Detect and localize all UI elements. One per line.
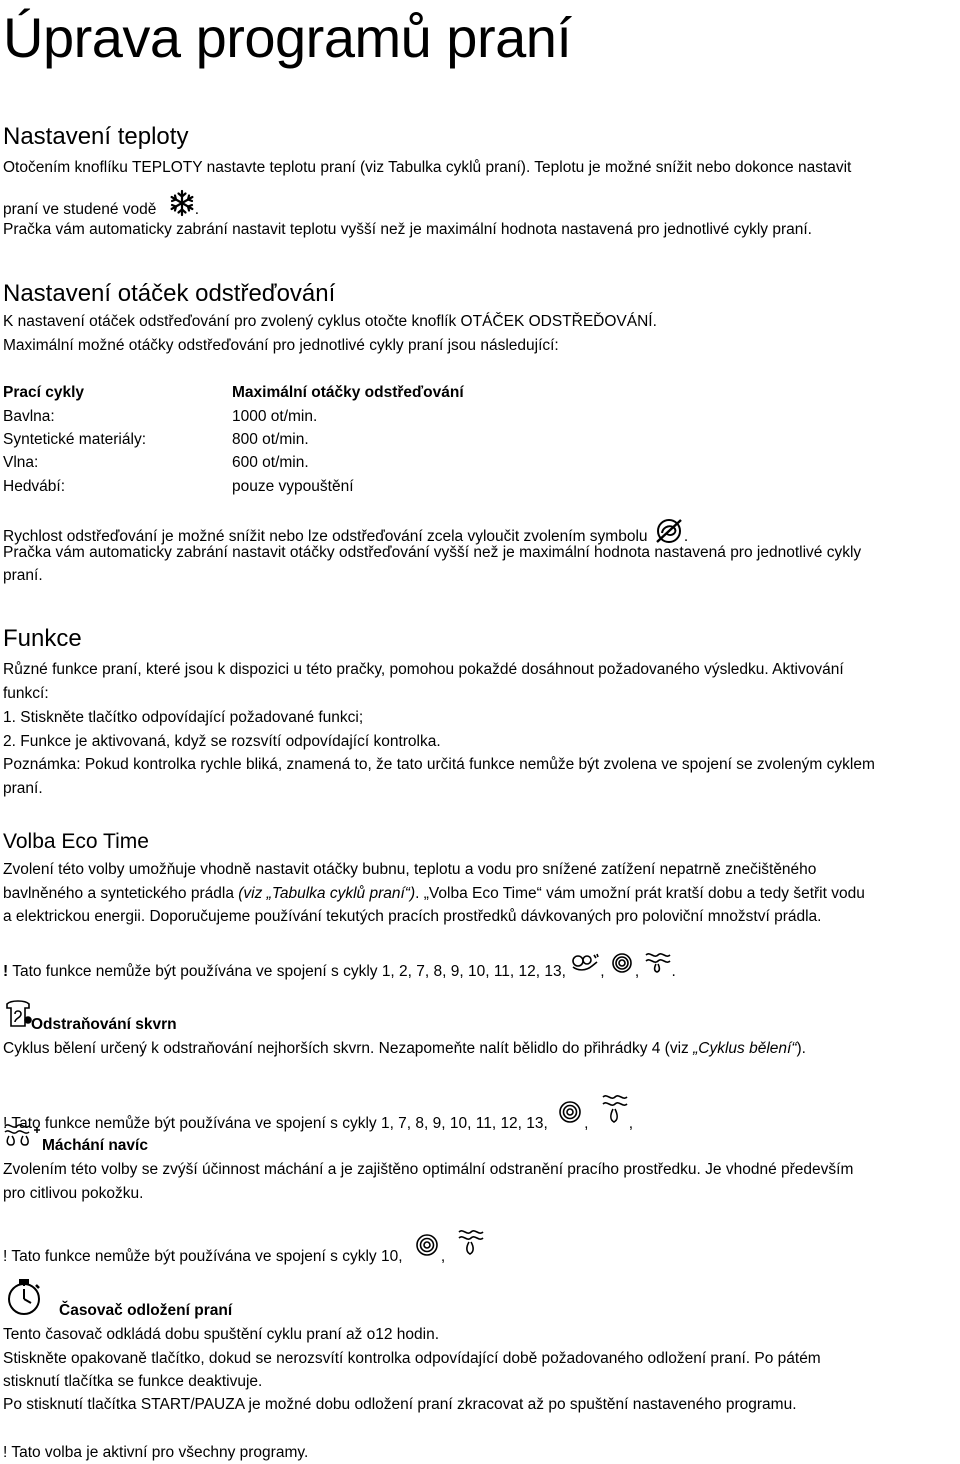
delay-text-2: Stiskněte opakovaně tlačítko, dokud se nerozsvítí kontrolka odpovídající době požadovaného odložení praní. Po pátém [3,1350,821,1367]
delay-timer-icon [6,1278,46,1323]
table-header-cycle: Prací cykly [3,384,85,401]
table-cell-spin: 1000 ot/min. [232,408,318,425]
stain-warning [3,1092,633,1135]
func-text-5: Poznámka: Pokud kontrolka rychle bliká, znamená to, že tato určitá funkce nemůže být zvolena ve spojení se zvoleným cyklem [3,756,875,773]
func-text-1: Různé funkce praní, které jsou k dispozici u této pračky, pomohou pokaždé dosáhnout požadovaného výsledku. Aktivování [3,661,844,678]
stain-end: , [628,1115,634,1132]
temp-heading: Nastavení teploty [3,123,189,150]
eco-text-2 [3,882,865,905]
delay-text-5: ! Tato volba je aktivní pro všechny programy. [3,1444,309,1461]
spin-text-3-label: Rychlost odstřeďování je možné snížit nebo lze odstřeďování zcela vyloučit zvolením symbolu [3,528,648,545]
page-title: Úprava programů praní [3,6,572,69]
stain-warning-text: ! Tato funkce nemůže být používána ve spojení s cykly 1, 7, 8, 9, 10, 11, 12, 13, [3,1115,548,1132]
eco-heading: Volba Eco Time [3,830,149,853]
temp-text-3: Pračka vám automaticky zabrání nastavit teplotu vyšší než je maximální hodnota nastavená pro jednotlivé cykly praní. [3,221,812,238]
func-text-2: funkcí: [3,685,49,702]
func-heading: Funkce [3,625,82,652]
spin-text-4: Pračka vám automaticky zabrání nastavit otáčky odstřeďování vyšší než je maximální hodnota nastavená pro jednotlivé cykly [3,544,862,561]
func-text-3: 1. Stiskněte tlačítko odpovídající požadované funkci; [3,709,364,726]
hand-wash-icon [601,1092,629,1133]
table-cell-cycle: Vlna: [3,454,39,471]
spin-text-2: Maximální možné otáčky odstřeďování pro jednotlivé cykly praní jsou následující: [3,337,559,354]
silk-icon [556,1100,584,1131]
stain-text-1c: ). [796,1040,806,1057]
rinse-text-1: Zvolením této volby se zvýší účinnost máchání a je zajištěno optimální odstranění pracího prostředku. Je vhodné především [3,1161,854,1178]
temp-text-2-end: . [194,201,200,218]
table-header-spin: Maximální otáčky odstřeďování [232,384,464,401]
spin-heading: Nastavení otáček odstřeďování [3,280,336,307]
silk-icon [413,1233,441,1264]
spin-table-header [3,381,464,404]
eco-sep-2: , [634,963,640,980]
table-row [3,475,354,498]
stain-text-1 [3,1037,806,1060]
stain-text-1b: „Cyklus bělení“ [693,1040,797,1057]
table-row [3,451,309,474]
stain-text-1a: Cyklus bělení určený k odstraňování nejhorších skvrn. Nezapomeňte nalít bělidlo do přihrádky 4 (viz [3,1040,694,1057]
warning-mark: ! [3,963,9,980]
temp-text-1: Otočením knoflíku TEPLOTY nastavte teplotu praní (viz Tabulka cyklů praní). Teplotu je možné snížit nebo dokonce nastavit [3,159,852,176]
rinse-warning-text: ! Tato funkce nemůže být používána ve spojení s cykly 10, [3,1248,403,1265]
eco-sep-1: , [600,963,605,980]
eco-warning [3,950,676,983]
eco-text-3: a elektrickou energii. Doporučujeme používání tekutých pracích prostředků dávkovaných pro poloviční množství prádla. [3,908,822,925]
eco-warning-text: Tato funkce nemůže být používána ve spojení s cykly 1, 2, 7, 8, 9, 10, 11, 12, 13, [8,963,566,980]
rinse-heading: Máchání navíc [42,1137,148,1154]
func-text-4: 2. Funkce je aktivovaná, když se rozsvítí odpovídající kontrolka. [3,733,441,750]
wool-icon [570,952,600,981]
delay-text-3: stisknutí tlačítka se funkce deaktivuje. [3,1373,263,1390]
stain-heading: Odstraňování skvrn [31,1016,177,1033]
spin-text-5: praní. [3,567,43,584]
table-cell-spin: pouze vypouštění [232,478,354,495]
table-cell-spin: 600 ot/min. [232,454,309,471]
rinse-warning [3,1227,485,1268]
table-row [3,428,309,451]
func-text-6: praní. [3,780,43,797]
spin-text-1: K nastavení otáček odstřeďování pro zvolený cyklus otočte knoflík OTÁČEK ODSTŘEĎOVÁNÍ. [3,313,657,330]
eco-text-1: Zvolení této volby umožňuje vhodně nastavit otáčky bubnu, teplotu a vodu pro snížené zatížení nepatrně znečištěného [3,861,817,878]
eco-text-2a: bavlněného a syntetického prádla [3,885,239,902]
table-cell-cycle: Hedvábí: [3,478,66,495]
stain-sep: , [584,1115,589,1132]
hand-wash-icon [644,950,672,981]
table-cell-cycle: Syntetické materiály: [3,431,146,448]
table-row [3,405,317,428]
rinse-sep: , [440,1248,446,1265]
eco-text-2c: . „Volba Eco Time“ vám umožní prát kratší dobu a tedy šetřit vodu [415,885,865,902]
table-cell-spin: 800 ot/min. [232,431,309,448]
table-cell-cycle: Bavlna: [3,408,55,425]
silk-icon [609,952,635,981]
delay-text-4: Po stisknutí tlačítka START/PAUZA je možné dobu odložení praní zkracovat až po spuštění nastaveného programu. [3,1396,797,1413]
rinse-text-2: pro citlivou pokožku. [3,1185,144,1202]
eco-text-2b: (viz „Tabulka cyklů praní“) [238,885,416,902]
extra-rinse-icon [3,1122,41,1153]
hand-wash-icon [457,1227,485,1264]
eco-end: . [671,963,676,980]
delay-text-1: Tento časovač odkládá dobu spuštění cyklu praní až o12 hodin. [3,1326,440,1343]
temp-text-2-label: praní ve studené vodě [3,201,157,218]
delay-heading: Časovač odložení praní [59,1302,233,1319]
spin-text-3-end: . [683,528,689,545]
